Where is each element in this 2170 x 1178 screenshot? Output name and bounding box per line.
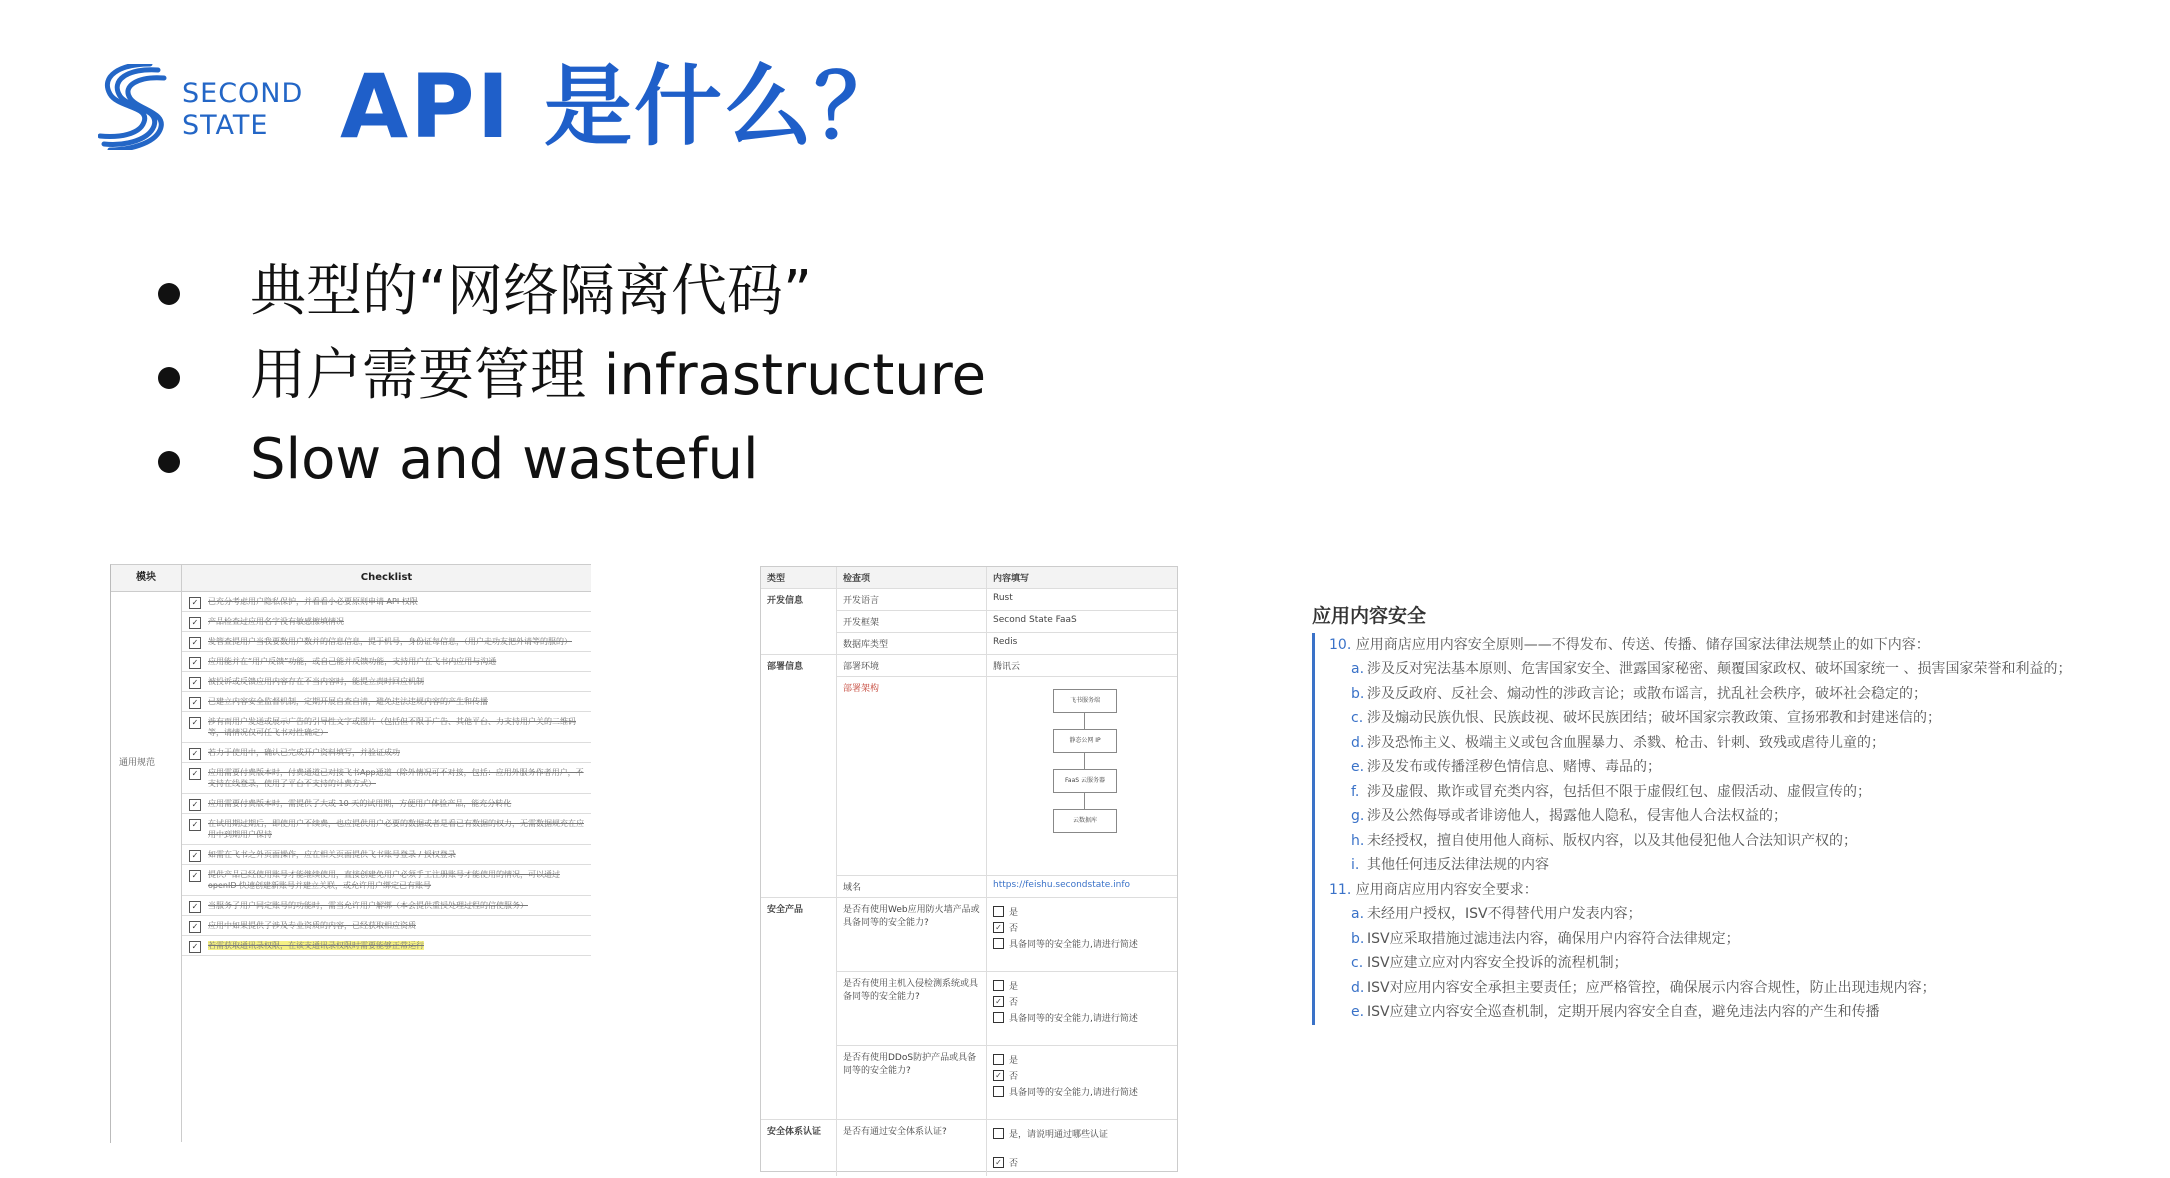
bullet-dot-icon [158, 451, 180, 473]
checklist-row [182, 916, 591, 936]
module-cell [111, 592, 182, 1142]
field-value: Redis [993, 637, 1018, 647]
architecture-diagram [987, 677, 1177, 875]
field-value: Second State FaaS [993, 615, 1077, 625]
form-header-content: 内容填写 [993, 574, 1030, 584]
checklist-row [182, 712, 591, 743]
cert-row [761, 1120, 1177, 1176]
sub-item-text: 涉及虚假、欺诈或冒充类内容，包括但不限于虚假红包、虚假活动、虚假宣传的； [1367, 783, 1871, 800]
doc-sub-item [1329, 682, 2072, 707]
checklist-item-text: 已充分考虑用户隐私保护，并看看小必要原则申请 API 权限 [208, 597, 418, 606]
field-label: 数据库类型 [837, 633, 987, 654]
second-state-logo [98, 64, 313, 154]
sub-item-letter: d. [1351, 734, 1365, 751]
security-questions [837, 898, 1177, 1119]
cert-group-label: 安全体系认证 [761, 1120, 837, 1176]
field-label: 开发框架 [837, 611, 987, 632]
checklist-row [182, 814, 591, 845]
form-row [837, 611, 1177, 633]
bullet-item [150, 418, 986, 502]
checklist-row [182, 845, 591, 865]
option-yes[interactable]: 是 [993, 905, 1171, 918]
sub-item-text: 涉及恐怖主义、极端主义或包含血腥暴力、杀戮、枪击、针刺、致残或虐待儿童的； [1367, 734, 1885, 751]
checked-checkbox-icon[interactable]: ✓ [189, 617, 201, 629]
field-label: 是否有使用DDoS防护产品或具备同等的安全能力? [837, 1046, 987, 1119]
bullet-list [150, 250, 986, 502]
bullet-text: 用户需要管理 infrastructure [250, 343, 987, 408]
security-question-row [837, 1046, 1177, 1119]
doc-sub-item [1329, 706, 2072, 731]
sub-item-text: 涉及发布或传播淫秽色情信息、赌博、毒品的； [1367, 759, 1661, 775]
checklist-item-text: 提供产品已经使用账号才能继续使用，直接创建免用户必须手工注册账号才能使用的情况，可以通过 openID 快速创建新账号并建立关联，或允许用户绑定已有账号 [208, 870, 560, 890]
sub-item-letter: a. [1351, 906, 1365, 922]
option-yes[interactable]: 是 [993, 1053, 1171, 1066]
option-no[interactable]: ✓ 否 [993, 921, 1171, 934]
bullet-dot-icon [158, 283, 180, 305]
item-number: 11. [1329, 881, 1352, 898]
doc-sub-item [1329, 976, 2072, 1001]
checked-checkbox-icon[interactable]: ✓ [993, 1157, 1004, 1168]
checklist-row [182, 672, 591, 692]
sub-item-text: 未经授权，擅自使用他人商标、版权内容，以及其他侵犯他人合法知识产权的； [1367, 832, 1857, 849]
doc-sub-item [1329, 657, 2072, 682]
checked-checkbox-icon[interactable]: ✓ [189, 921, 201, 933]
checked-checkbox-icon[interactable]: ✓ [189, 799, 201, 811]
checklist-row [182, 632, 591, 652]
dev-row [761, 589, 1177, 655]
checklist-row [182, 743, 591, 763]
doc-sub-item [1329, 927, 2072, 952]
checkbox-icon[interactable] [993, 1128, 1004, 1139]
doc-sub-item [1329, 829, 2072, 854]
checklist-row [182, 612, 591, 632]
checklist-item-text: 应用能并在“用户反馈”功能，或自己能并反馈功能，支持用户在飞书内应用与沟通 [208, 657, 497, 666]
form-row [837, 677, 1177, 876]
checklist-item-text: 被投诉或反馈应用内容存在不当内容时，能提立责时回应机制 [208, 677, 424, 686]
deploy-group-label: 部署信息 [761, 655, 837, 897]
checked-checkbox-icon[interactable]: ✓ [993, 1070, 1004, 1081]
checked-checkbox-icon[interactable]: ✓ [189, 677, 201, 689]
doc-sub-item [1329, 780, 2072, 805]
field-label: 部署架构 [837, 677, 987, 875]
checked-checkbox-icon[interactable]: ✓ [189, 717, 201, 729]
doc-sub-item [1329, 731, 2072, 756]
flow-line [1084, 753, 1085, 769]
col-module-header: 模块 [111, 565, 182, 591]
checked-checkbox-icon[interactable]: ✓ [189, 748, 201, 760]
doc-heading: 应用内容安全 [1312, 605, 1427, 627]
checklist-row [182, 896, 591, 916]
checklist-item-text: 当服务了用户同定账号的功能时，需当允许用户解绑（本会提供重授处理过程的信使服务） [208, 901, 528, 910]
bullet-text: Slow and wasteful [250, 427, 759, 492]
form-row [837, 633, 1177, 654]
checklist-item-text: 产品检查过应用名字没有敏感擦填情况 [208, 617, 344, 626]
field-label: 是否有使用Web应用防火墙产品或具备同等的安全能力? [837, 898, 987, 971]
checklist-item-text: 应用需要付费版本时，付费通道已对接飞书App通道（除外情况可不对接，包括：应用外服务作者用户，不支持在线登录，使用了平台不支持的计费方式） [208, 768, 584, 788]
bullet-item [150, 334, 986, 418]
module-name: 通用规范 [119, 758, 156, 768]
checklist-item-text: 已建立内容安全监督机制，定期开展自查自清，避免违法违规内容的产生和传播 [208, 697, 488, 706]
cert-option-no[interactable]: ✓ 否 [993, 1156, 1171, 1169]
sub-item-letter: a. [1351, 661, 1365, 677]
flow-box: 云数据库 [1053, 809, 1117, 833]
checklist-item-text: 发管查提用户当我要数用户数并的信息信息，提于机号，身份证每信息，（用户走功友把外请等的服的） [208, 637, 572, 646]
checklist-row [182, 936, 591, 956]
checked-checkbox-icon[interactable]: ✓ [189, 850, 201, 862]
flow-box: 飞书服务端 [1053, 689, 1117, 713]
content-security-doc [1312, 604, 2072, 1054]
checkbox-icon[interactable] [993, 980, 1004, 991]
checkbox-icon[interactable] [993, 1054, 1004, 1065]
checklist-screenshot [110, 564, 591, 1143]
sub-item-letter: c. [1351, 710, 1364, 726]
form-screenshot [760, 566, 1178, 1172]
deploy-row [761, 655, 1177, 898]
sub-item-letter: c. [1351, 955, 1364, 971]
field-value: 腾讯云 [993, 662, 1021, 672]
col-checklist-header: Checklist [360, 572, 413, 583]
bullet-item [150, 250, 986, 334]
item-number: 10. [1329, 636, 1352, 653]
doc-item-11 [1329, 878, 2072, 903]
field-label: 开发语言 [837, 589, 987, 610]
checkbox-icon[interactable] [993, 1086, 1004, 1097]
form-row [837, 589, 1177, 611]
checklist-item-text: 如需在飞书之外页面操作，应在相关页面提供飞书账号登录 / 授权登录 [208, 850, 456, 859]
sub-item-text: ISV应采取措施过滤违法内容，确保用户内容符合法律规定； [1367, 930, 1740, 947]
checklist-row [182, 763, 591, 794]
checked-checkbox-icon[interactable]: ✓ [993, 996, 1004, 1007]
flow-line [1084, 793, 1085, 809]
sub-item-letter: g. [1351, 808, 1365, 824]
form-row [837, 876, 1177, 897]
checked-checkbox-icon[interactable]: ✓ [189, 870, 201, 882]
form-row [837, 655, 1177, 677]
checkbox-icon[interactable] [993, 938, 1004, 949]
sub-item-text: 涉及公然侮辱或者诽谤他人，揭露他人隐私，侵害他人合法权益的； [1367, 808, 1787, 824]
checklist-item-text: 在试用期过期后，即使用户不续费，也应提供用户必要的数据或者是看已有数据的权力，无需数据规充在应用中到期用户保持 [208, 819, 584, 839]
sub-item-text: ISV应建立应对内容安全投诉的流程机制； [1367, 955, 1628, 971]
sub-item-letter: b. [1351, 685, 1365, 702]
checklist-item-text: 若力于使用中，确认已完成开户资料填写，并验证成功 [208, 748, 400, 757]
checklist-row [182, 865, 591, 896]
checklist-row [182, 652, 591, 672]
doc-sub-item [1329, 853, 2072, 878]
sub-item-letter: e. [1351, 759, 1365, 775]
option-yes[interactable]: 是 [993, 979, 1171, 992]
field-label: 是否有使用主机入侵检测系统或具备同等的安全能力? [837, 972, 987, 1045]
security-question-row [837, 972, 1177, 1046]
checklist-row [182, 692, 591, 712]
form-header-type: 类型 [761, 567, 837, 588]
cert-option-yes[interactable]: 是，请说明通过哪些认证 [993, 1127, 1171, 1140]
checkbox-icon[interactable] [993, 906, 1004, 917]
sub-item-letter: i. [1351, 857, 1360, 873]
sub-item-letter: d. [1351, 979, 1365, 996]
option-equivalent[interactable]: 具备同等的安全能力,请进行简述 [993, 1011, 1171, 1024]
checked-checkbox-icon[interactable]: ✓ [189, 901, 201, 913]
doc-sub-item [1329, 804, 2072, 829]
checklist-row [182, 794, 591, 814]
checklist-item-text: 涉有而用户发送或展示广告的引导性文字或图片（包括但不限于广告、其他平台、力支持用户关的二维码等，请情况仅可任飞书对性确定） [208, 717, 576, 737]
logo-line-2: STATE [182, 110, 269, 141]
sub-item-text: ISV应建立内容安全巡查机制，定期开展内容安全自查，避免违法内容的产生和传播 [1367, 1004, 1880, 1020]
field-label: 部署环境 [837, 655, 987, 676]
slide-title: API 是什么？ [340, 55, 904, 158]
bullet-text: 典型的“网络隔离代码” [250, 259, 813, 324]
dev-group-label: 开发信息 [761, 589, 837, 654]
checkbox-icon[interactable] [993, 1012, 1004, 1023]
doc-item-11-subs [1329, 902, 2072, 1025]
security-row [761, 898, 1177, 1120]
field-value: Rust [993, 593, 1013, 603]
sub-item-letter: f. [1351, 783, 1360, 800]
bullet-dot-icon [158, 367, 180, 389]
checklist-item-text: 若需获取通讯录权限，在该支通讯录权限时需要能够正常运行 [208, 941, 424, 950]
doc-sub-item [1329, 902, 2072, 927]
item-text: 应用商店应用内容安全要求： [1355, 881, 1538, 898]
sub-item-letter: b. [1351, 930, 1365, 947]
checked-checkbox-icon[interactable]: ✓ [189, 637, 201, 649]
field-label: 域名 [837, 876, 987, 897]
flow-box: FaaS 云服务器 [1053, 769, 1117, 793]
checklist-header [111, 565, 591, 592]
sub-item-text: 涉及反对宪法基本原则、危害国家安全、泄露国家秘密、颠覆国家政权、破坏国家统一 、损害国家荣誉和利益的； [1367, 661, 2072, 677]
sub-item-letter: h. [1351, 832, 1365, 849]
flow-line [1084, 713, 1085, 729]
sub-item-text: 涉及反政府、反社会、煽动性的涉政言论；或散布谣言，扰乱社会秩序，破坏社会稳定的； [1367, 685, 1927, 702]
checked-checkbox-icon[interactable]: ✓ [189, 941, 201, 953]
checklist-item-text: 应用中如果提供了涉及专业资质的内容，已经获取相应资质 [208, 921, 416, 930]
domain-link[interactable]: https://feishu.secondstate.info [993, 880, 1131, 890]
doc-sub-item [1329, 951, 2072, 976]
checked-checkbox-icon[interactable]: ✓ [189, 597, 201, 609]
form-header-item: 检查项 [837, 567, 987, 588]
option-equivalent[interactable]: 具备同等的安全能力,请进行简述 [993, 937, 1171, 950]
doc-sub-item [1329, 1000, 2072, 1025]
logo-mark-icon [98, 64, 174, 150]
security-question-row [837, 898, 1177, 972]
checklist-item-text: 应用需要付费版本时，需提供了大或 10 天的试用期，方便用户体验产品，能充分转化 [208, 799, 512, 808]
option-equivalent[interactable]: 具备同等的安全能力,请进行简述 [993, 1085, 1171, 1098]
checked-checkbox-icon[interactable]: ✓ [993, 922, 1004, 933]
logo-line-1: SECOND [182, 78, 304, 109]
checklist-rows [182, 592, 591, 1142]
checked-checkbox-icon[interactable]: ✓ [189, 768, 201, 780]
sub-item-text: 涉及煽动民族仇恨、民族歧视、破坏民族团结；破坏国家宗教政策、宣扬邪教和封建迷信的； [1367, 710, 1941, 726]
security-group-label: 安全产品 [761, 898, 837, 1119]
logo-text [182, 78, 303, 142]
option-no[interactable]: ✓ 否 [993, 995, 1171, 1008]
sub-item-text: 其他任何违反法律法规的内容 [1367, 857, 1549, 873]
doc-item-10-subs [1329, 657, 2072, 878]
sub-item-text: ISV对应用内容安全承担主要责任；应严格管控，确保展示内容合规性，防止出现违规内容； [1367, 979, 1936, 996]
item-text: 应用商店应用内容安全原则——不得发布、传送、传播、储存国家法律法规禁止的如下内容： [1355, 636, 1930, 653]
checked-checkbox-icon[interactable]: ✓ [189, 697, 201, 709]
doc-item-10 [1329, 633, 2072, 658]
form-header-row [761, 567, 1177, 589]
option-no[interactable]: ✓ 否 [993, 1069, 1171, 1082]
doc-body [1312, 633, 2072, 1025]
field-label: 是否有通过安全体系认证? [837, 1120, 987, 1176]
flow-box: 静态公网 IP [1053, 729, 1117, 753]
checked-checkbox-icon[interactable]: ✓ [189, 657, 201, 669]
checked-checkbox-icon[interactable]: ✓ [189, 819, 201, 831]
checklist-row [182, 592, 591, 612]
doc-sub-item [1329, 755, 2072, 780]
sub-item-text: 未经用户授权，ISV不得替代用户发表内容； [1367, 906, 1642, 922]
sub-item-letter: e. [1351, 1004, 1365, 1020]
